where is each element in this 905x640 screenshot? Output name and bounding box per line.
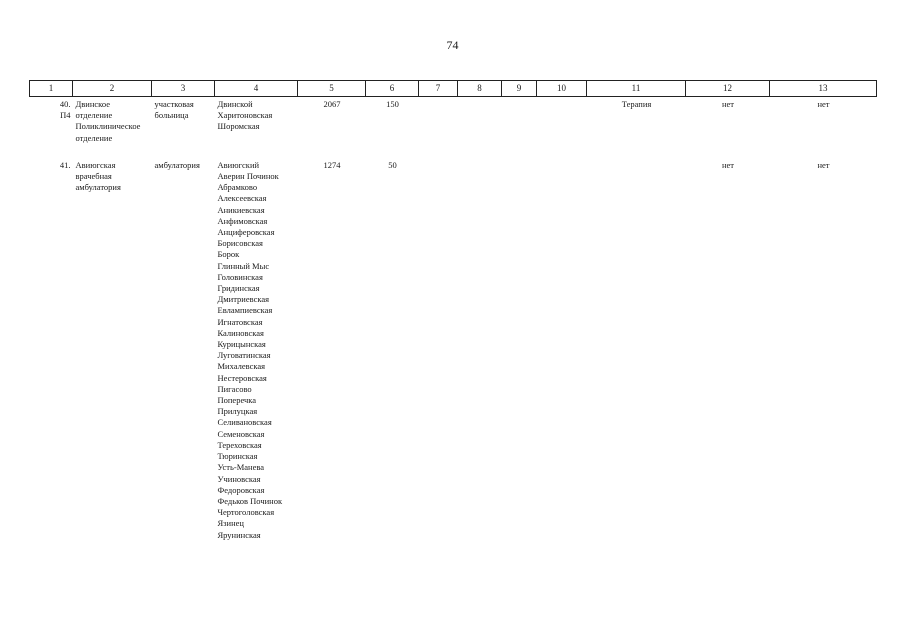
col6-value: 50 bbox=[388, 159, 397, 170]
col6-value: 150 bbox=[386, 99, 399, 109]
header-cell: 3 bbox=[152, 81, 215, 97]
header-cell: 10 bbox=[537, 81, 587, 97]
col7-value bbox=[419, 97, 458, 144]
col9-value bbox=[502, 97, 537, 144]
col12-value: нет bbox=[721, 99, 735, 109]
col13-value: нет bbox=[817, 99, 830, 109]
facility-type: участковая больница bbox=[154, 99, 194, 121]
row-number: 40. П4 bbox=[59, 99, 71, 121]
row-number: 41. bbox=[59, 159, 71, 170]
col5-value: 2067 bbox=[323, 99, 341, 109]
facility-name: Двинское отделение Поликлиническое отделение bbox=[75, 99, 141, 143]
header-cell: 8 bbox=[458, 81, 502, 97]
col12-value: нет bbox=[721, 159, 735, 170]
header-row bbox=[30, 81, 877, 97]
col7-value bbox=[419, 158, 458, 541]
col8-value bbox=[458, 97, 502, 144]
header-cell: 1 bbox=[30, 81, 73, 97]
header-cell: 11 bbox=[587, 81, 686, 97]
table-row bbox=[30, 158, 877, 541]
col10-value bbox=[537, 97, 587, 144]
header-cell: 4 bbox=[215, 81, 298, 97]
settlements-list: Двинской Харитоновская Шоромская bbox=[217, 99, 273, 132]
data-table bbox=[29, 80, 877, 541]
page-number: 74 bbox=[446, 38, 459, 52]
header-cell: 12 bbox=[686, 81, 770, 97]
header-cell: 5 bbox=[298, 81, 366, 97]
header-cell: 6 bbox=[366, 81, 419, 97]
facility-name: Авиюгская врачебная амбулатория bbox=[75, 159, 121, 193]
col11-value: Терапия bbox=[621, 99, 652, 109]
col8-value bbox=[458, 158, 502, 541]
header-cell: 7 bbox=[419, 81, 458, 97]
col5-value: 1274 bbox=[323, 159, 341, 170]
row-spacer bbox=[30, 144, 877, 158]
header-cell: 2 bbox=[73, 81, 152, 97]
col10-value bbox=[537, 158, 587, 541]
col13-value: нет bbox=[817, 159, 830, 170]
header-cell: 9 bbox=[502, 81, 537, 97]
table-row bbox=[30, 97, 877, 144]
facility-type: амбулатория bbox=[154, 159, 200, 170]
col9-value bbox=[502, 158, 537, 541]
settlements-list: Авиюгский Аверин Починок Абрамково Алексеевская Аникиевская Анфимовская Анциферовская Борисовская Борок Глинный Мыс Головинская Гридинская Дмитриевская Евлампиевская Игнатовская Калиновская Курицынская Луговатинская Михалевская Нестеровская Пигасово Поперечка Прилуцкая Селивановская Семеновская Тереховская Тюринская Усть-Манева Учиновская Федоровская Федьков Починок Чертоголовская Язинец Ярунинская bbox=[217, 159, 283, 540]
col11-value bbox=[587, 158, 686, 541]
header-cell: 13 bbox=[770, 81, 877, 97]
